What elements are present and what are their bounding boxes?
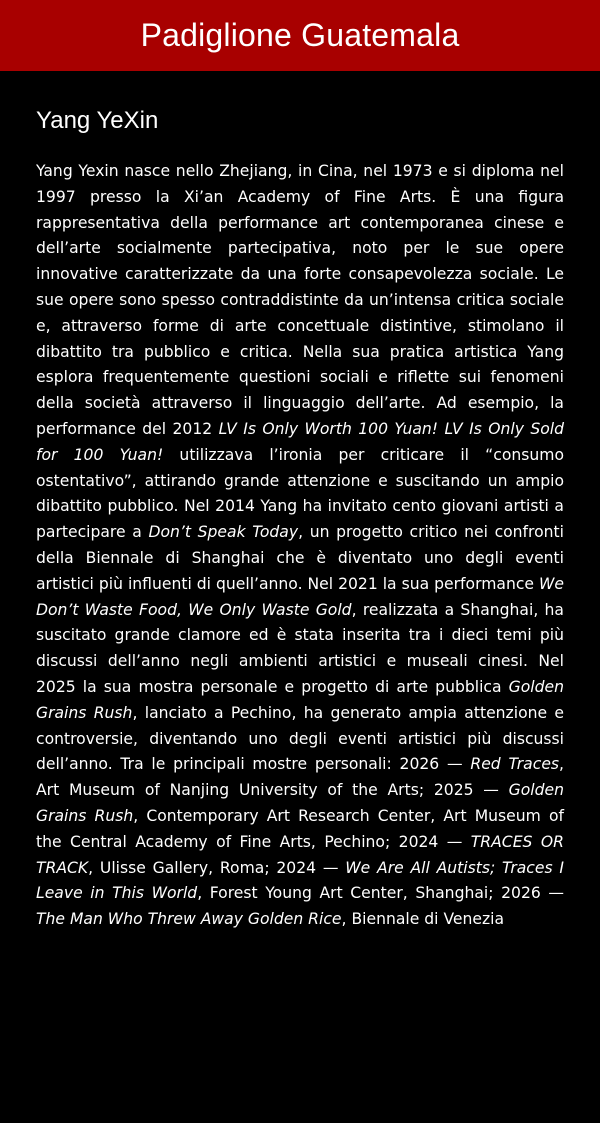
bio-text: , Ulisse Gallery, Roma; 2024 — — [88, 858, 346, 877]
artwork-title: Golden Grains Rush — [36, 677, 564, 722]
bio-text: , realizzata a Shanghai, ha suscitato grande clamore ed è stata inserita tra i dieci temi più discussi dell’anno negli ambienti artistici e museali cinesi. Nel 2025 la sua mostra personale e progetto di arte pubblica — [36, 600, 564, 696]
page-header — [0, 0, 600, 71]
pavilion-title: Padiglione Guatemala — [140, 17, 460, 53]
artwork-title: LV Is Only Worth 100 Yuan! LV Is Only Sold for 100 Yuan! — [36, 419, 565, 464]
bio-text: utilizzava l’ironia per criticare il “consumo ostentativo”, attirando grande attenzione e suscitando un ampio dibattito pubblico. Nel 2014 Yang ha invitato cento giovani artisti a partecipare a — [36, 445, 564, 542]
bio-text: , Art Museum of Nanjing University of the Arts; 2025 — — [36, 755, 565, 800]
bio-text: , Biennale di Venezia — [341, 910, 505, 929]
artwork-title: Don’t Speak Today — [148, 523, 299, 542]
artwork-title: Red Traces — [470, 755, 560, 774]
artwork-title: We Don’t Waste Food, We Only Waste Gold — [36, 574, 564, 619]
artist-biography — [36, 159, 564, 933]
artwork-title: Golden Grains Rush — [36, 781, 564, 825]
bio-text: Yang Yexin nasce nello Zhejiang, in Cina, nel 1973 e si diploma nel 1997 presso la Xi’an Academy of Fine Arts. È una figura rappresentativa della performance art contemporanea cinese e dell’arte socialmente partecipativa, noto per le sue opere innovative caratterizzate da una forte consapevolezza sociale. Le sue opere sono spesso contraddistinte da un’intensa critica sociale e, attraverso forme di arte concettuale distintive, stimolano il dibattito tra pubblico e critica. Nella sua pratica artistica Yang esplora frequentemente questioni sociali e riflette sui fenomeni della società attraverso il linguaggio dell’arte. Ad esempio, la performance del 2012 — [36, 162, 564, 438]
bio-text: , Contemporary Art Research Center, Art Museum of the Central Academy of Fine Arts, Pechino; 2024 — — [36, 806, 564, 851]
artwork-title: TRACES OR TRACK — [36, 832, 564, 877]
artist-name: Yang YeXin — [36, 107, 159, 134]
bio-text: , un progetto critico nei confronti della Biennale di Shanghai che è diventato uno degli eventi artistici più influenti di quell’anno. Nel 2021 la sua performance — [36, 523, 564, 593]
artwork-title: We Are All Autists; Traces I Leave in This World — [36, 858, 564, 903]
bio-text: , Forest Young Art Center, Shanghai; 2026 — — [197, 884, 564, 903]
artwork-title: The Man Who Threw Away Golden Rice — [36, 910, 342, 929]
bio-text: , lanciato a Pechino, ha generato ampia attenzione e controversie, diventando uno degli eventi artistici più discussi dell’anno. Tra le principali mostre personali: 2026 — — [36, 703, 565, 774]
main-content — [0, 107, 600, 933]
